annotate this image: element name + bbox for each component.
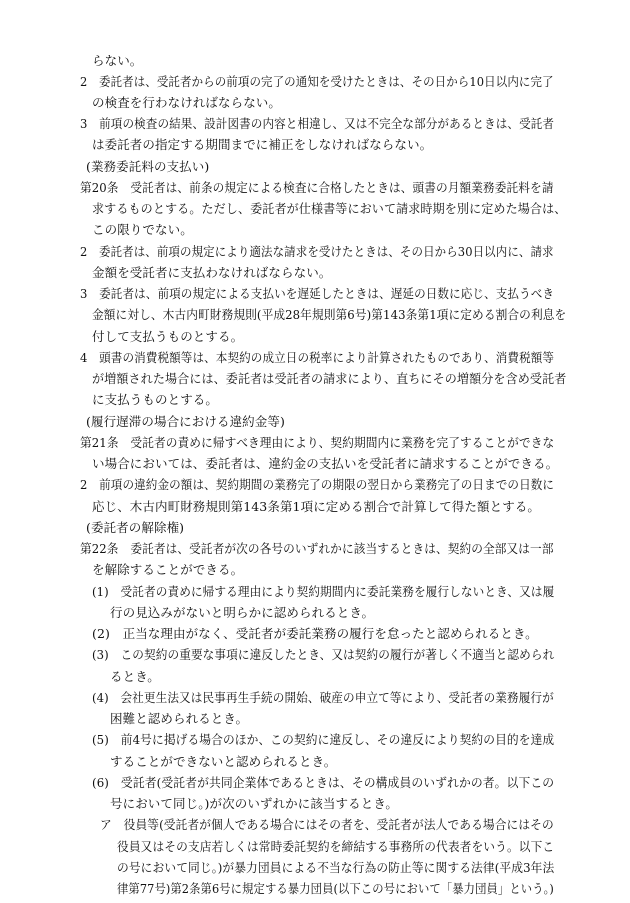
text-line: の検査を行わなければならない。 [92,95,282,110]
text-line: を解除することができる。 [92,562,244,577]
text-line: るとき。 [110,669,160,684]
clause-2: 2 委託者は、受託者からの前項の完了の通知を受けたときは、その日から10日以内に完了 [80,74,554,89]
item-2: (2) 正当な理由がなく、受託者が委託業務の履行を怠ったと認められるとき。 [92,626,538,641]
article-heading: (履行遅滞の場合における違約金等) [86,414,285,429]
clause-4: 4 頭書の消費税額等は、本契約の成立日の税率により計算されたものであり、消費税額等 [80,350,555,365]
text-line: に支払うものとする。 [92,392,219,407]
article-20: 第20条 受託者は、前条の規定による検査に合格したときは、頭書の月額業務委託料を請 [80,180,554,195]
article-heading: (委託者の解除権) [86,520,185,535]
text-line: 求するものとする。ただし、委託者が仕様書等において請求時期を別に定めた場合は、 [92,201,567,216]
text-line: らない。 [92,53,143,68]
text-line: が増額された場合には、委託者は受託者の請求により、直ちにその増額分を含め受託者 [92,371,567,386]
clause-2: 2 前項の違約金の額は、契約期間の業務完了の期限の翌日から業務完了の日までの日数に [80,477,555,492]
text-line: 付して支払うものとする。 [92,329,244,344]
text-line: 役員又はその支店若しくは常時委託契約を締結する事務所の代表者をいう。以下こ [117,839,555,854]
clause-2: 2 委託者は、前項の規定により適法な請求を受けたときは、その日から30日以内に、請求 [80,244,554,259]
clause-3: 3 前項の検査の結果、設計図書の内容と相違し、又は不完全な部分があるときは、受託者 [80,116,555,131]
text-line: 金額を受託者に支払わなければならない。 [92,265,332,280]
article-21: 第21条 受託者の責めに帰すべき理由により、契約期間内に業務を完了することができな [80,435,555,450]
item-3: (3) この契約の重要な事項に違反したとき、又は契約の履行が著しく不適当と認められ [92,647,555,662]
item-6: (6) 受託者(受託者が共同企業体であるときは、その構成員のいずれかの者。以下この [92,775,555,790]
item-5: (5) 前4号に掲げる場合のほか、この契約に違反し、その違反により契約の目的を達成 [92,732,555,747]
text-line: は委託者の指定する期間までに補正をしなければならない。 [92,137,433,152]
text-line: することができないと認められるとき。 [110,754,337,769]
text-line: い場合においては、委託者は、違約金の支払いを受託者に請求することができる。 [92,456,559,471]
item-6-a: ア 役員等(受託者が個人である場合にはその者を、受託者が法人である場合にはその [100,817,554,832]
text-line: この限りでない。 [92,222,193,237]
clause-3: 3 委託者は、前項の規定による支払いを遅延したときは、遅延の日数に応じ、支払うべき [80,286,555,301]
item-4: (4) 会社更生法又は民事再生手続の開始、破産の申立て等により、受託者の業務履行が [92,690,554,705]
text-line: 律第77号)第2条第6号に規定する暴力団員(以下この号において「暴力団員」という。) [117,881,554,896]
item-1: (1) 受託者の責めに帰する理由により契約期間内に委託業務を履行しないとき、又は履 [92,584,555,599]
text-line: 困難と認められるとき。 [110,711,249,726]
text-line: 応じ、木古内町財務規則第143条第1項に定める割合で計算して得た額とする。 [92,499,541,514]
text-line: の号において同じ。)が暴力団員による不当な行為の防止等に関する法律(平成3年法 [117,860,555,875]
text-line: 行の見込みがないと明らかに認められるとき。 [110,605,375,620]
text-line: 金額に対し、木古内町財務規則(平成28年規則第6号)第143条第1項に定める割合の利息を [92,307,567,322]
text-line: 号において同じ。)が次のいずれかに該当するとき。 [110,796,399,811]
article-22: 第22条 委託者は、受託者が次の各号のいずれかに該当するときは、契約の全部又は一部 [80,541,554,556]
article-heading: (業務委託料の支払い) [86,159,210,174]
